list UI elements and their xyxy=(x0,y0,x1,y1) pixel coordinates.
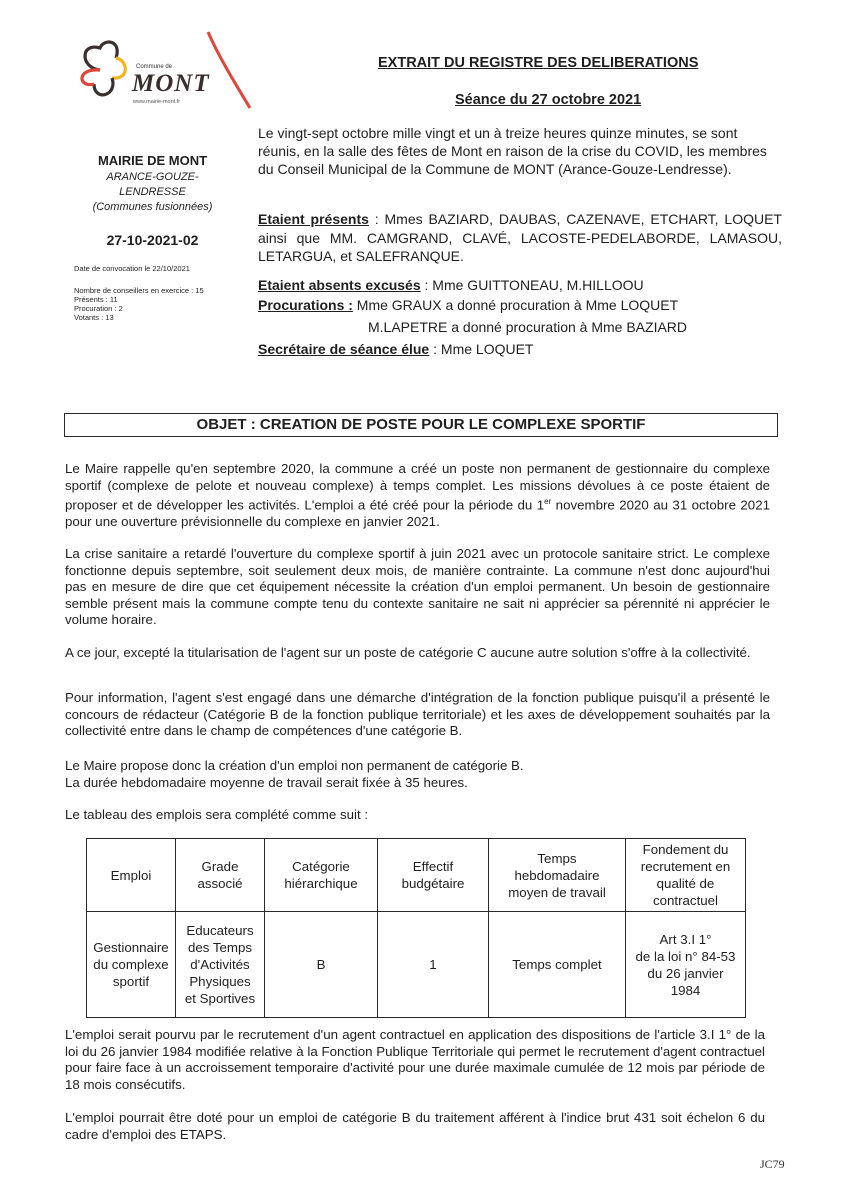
procuration-item: Mme GRAUX a donné procuration à Mme LOQUET xyxy=(352,297,679,313)
register-title: EXTRAIT DU REGISTRE DES DELIBERATIONS xyxy=(378,55,699,71)
initials-signature: JC79 xyxy=(760,1157,785,1171)
present-members xyxy=(258,210,782,266)
cell-line: Temps complet xyxy=(512,957,602,972)
absents-label: Etaient absents excusés xyxy=(258,277,421,293)
paragraph: A ce jour, excepté la titularisation de l'agent sur un poste de catégorie C aucune autre solution s'offre à la collectivité. xyxy=(65,645,751,660)
logo-caption: Commune de xyxy=(136,64,173,70)
cell-line: Gestionnaire xyxy=(93,940,169,955)
mairie-name: MAIRIE DE MONT xyxy=(97,153,208,168)
communes-caption xyxy=(60,170,245,215)
convocation-date: Date de convocation le 22/10/2021 xyxy=(74,264,190,273)
absents-list: : Mme GUITTONEAU, M.HILLOOU xyxy=(420,277,644,293)
session-date: Séance du 27 octobre 2021 xyxy=(455,92,642,108)
count-line: Présents : 11 xyxy=(74,295,118,304)
table-header xyxy=(87,839,176,912)
table-cell xyxy=(626,912,746,1018)
superscript: er xyxy=(544,497,552,506)
cell-line: recrutement en xyxy=(640,859,731,874)
logo-wordmark: MONT xyxy=(132,70,210,97)
paragraph-line: Le Maire propose donc la création d'un emploi non permanent de catégorie B. xyxy=(65,758,524,773)
cell-line: Temps xyxy=(537,850,577,866)
cell-line: Grade xyxy=(201,859,239,874)
procuration-item: M.LAPETRE a donné procuration à Mme BAZIARD xyxy=(368,319,688,335)
count-line: Procuration : 2 xyxy=(74,304,123,313)
cell-line: B xyxy=(316,957,326,972)
table-header xyxy=(265,839,378,912)
cell-line: Effectif xyxy=(412,859,454,874)
paragraph: Le tableau des emplois sera complété comme suit : xyxy=(65,807,369,822)
clover-icon xyxy=(82,42,125,95)
cell-line: moyen de travail xyxy=(508,884,606,900)
jobs-table xyxy=(86,838,746,1018)
cell-line: des Temps xyxy=(187,940,253,955)
session-secretary xyxy=(258,341,533,357)
cell-line: du 26 janvier xyxy=(647,965,724,981)
cell-line: 1984 xyxy=(670,982,701,998)
cell-line: de la loi n° 84-53 xyxy=(635,948,736,964)
paragraph: Pour information, l'agent s'est engagé dans une démarche d'intégration de la fonction publique puisqu'il a présenté le concours de rédacteur (Catégorie B de la fonction publique territoriale) et les axes de développement souhaités par la collectivité entre dans le champ de compétences d'une catégorie B. xyxy=(65,690,770,738)
logo-website: www.mairie-mont.fr xyxy=(133,99,181,105)
communes-line: (Communes fusionnées) xyxy=(92,201,213,213)
procurations-label: Procurations : xyxy=(258,297,353,313)
secretary-label: Secrétaire de séance élue xyxy=(258,341,430,357)
table-header xyxy=(626,839,746,912)
cell-line: budgétaire xyxy=(401,876,465,891)
deliberation-reference: 27-10-2021-02 xyxy=(106,232,199,248)
table-header xyxy=(489,839,626,912)
cell-line: sportif xyxy=(112,974,150,989)
table-cell xyxy=(489,912,626,1018)
cell-line: Educateurs xyxy=(186,923,254,938)
procurations xyxy=(258,297,678,313)
table-header xyxy=(378,839,489,912)
cell-line: associé xyxy=(197,876,243,891)
paragraph: L'emploi serait pourvu par le recrutement d'un agent contractuel en application des dispositions de l'article 3.I 1° de la loi du 26 janvier 1984 modifiée relative à la Fonction Publique Territoriale qui permet le recrutement d'agent contractuel pour faire face à un accroissement temporaire d'activité pour une durée maximale cumulée de 12 mois par période de 18 mois consécutifs. xyxy=(65,1027,765,1092)
table-cell xyxy=(176,912,265,1018)
subject-title: OBJET : CREATION DE POSTE POUR LE COMPLEXE SPORTIF xyxy=(196,416,646,433)
cell-line: d'Activités xyxy=(190,957,250,972)
cell-line: du complexe xyxy=(93,957,169,972)
attendance-counts xyxy=(74,286,204,322)
subject-box xyxy=(64,413,778,437)
table-cell xyxy=(265,912,378,1018)
absent-members xyxy=(258,277,644,293)
cell-line: 1 xyxy=(429,957,437,972)
table-cell xyxy=(87,912,176,1018)
table-header xyxy=(176,839,265,912)
paragraph: L'emploi pourrait être doté pour un emploi de catégorie B du traitement afférent à l'indice brut 431 soit échelon 6 du cadre d'emploi des ETAPS. xyxy=(65,1110,765,1142)
cell-line: contractuel xyxy=(652,893,719,908)
paragraph-text: Le Maire rappelle qu'en septembre 2020, la commune a créé un poste non permanent de gestionnaire du complexe sportif (complexe de pelote et nouveau complexe) à temps complet. Les missions dévolues à ce poste étaient de proposer et de développer les activités. L'emploi a été créé pour la période du 1 xyxy=(65,461,770,513)
cell-line: Art 3.I 1° xyxy=(659,931,712,947)
cell-line: hebdomadaire xyxy=(514,867,600,883)
presents-label: Etaient présents xyxy=(258,211,369,227)
paragraph xyxy=(65,461,770,530)
meeting-intro: Le vingt-sept octobre mille vingt et un à treize heures quinze minutes, se sont réunis, en la salle des fêtes de Mont en raison de la crise du COVID, les membres du Conseil Municipal de la Commune de MONT (Arance-Gouze-Lendresse). xyxy=(258,125,767,177)
cell-line: Emploi xyxy=(110,867,152,883)
paragraph-line: La durée hebdomadaire moyenne de travail serait fixée à 35 heures. xyxy=(65,774,468,790)
table-header-row xyxy=(87,839,746,912)
communes-line: ARANCE-GOUZE- xyxy=(106,171,199,183)
cell-line: et Sportives xyxy=(184,991,256,1006)
count-line: Votants : 13 xyxy=(74,313,114,322)
cell-line: Catégorie xyxy=(292,859,350,874)
presents-list: : Mmes BAZIARD, DAUBAS, CAZENAVE, ETCHART, LOQUET ainsi que MM. CAMGRAND, CLAVÉ, LACOSTE-PEDELABORDE, LAMASOU, LETARGUA, et SALEFRANQUE. xyxy=(258,211,782,264)
count-line: Nombre de conseillers en exercice : 15 xyxy=(74,286,204,295)
paragraph-text: novembre 2020 au 31 octobre 2021 pour une ouverture prévisionnelle du complexe en janvier 2021. xyxy=(65,497,770,529)
cell-line: hiérarchique xyxy=(284,876,358,891)
cell-line: Physiques xyxy=(189,974,251,989)
cell-line: Fondement du xyxy=(642,842,729,857)
table-cell xyxy=(378,912,489,1018)
table-row xyxy=(87,912,746,1018)
red-accent-stroke xyxy=(208,32,250,108)
cell-line: qualité de xyxy=(656,876,715,891)
paragraph: La crise sanitaire a retardé l'ouverture du complexe sportif à juin 2021 avec un protocole sanitaire strict. Le complexe fonctionne depuis septembre, soit seulement deux mois, de manière contrainte. La commune n'est donc aujourd'hui pas en mesure de dire que cet équipement nécessite la création d'un emploi permanent. Un besoin de gestionnaire semble présent mais la commune compte tenu du contexte sanitaire ne sait ni apprécier sa pérennité ni apprécier le volume horaire. xyxy=(65,546,770,627)
paragraph xyxy=(65,758,770,791)
communes-line: LENDRESSE xyxy=(119,186,186,198)
secretary-name: : Mme LOQUET xyxy=(429,341,534,357)
